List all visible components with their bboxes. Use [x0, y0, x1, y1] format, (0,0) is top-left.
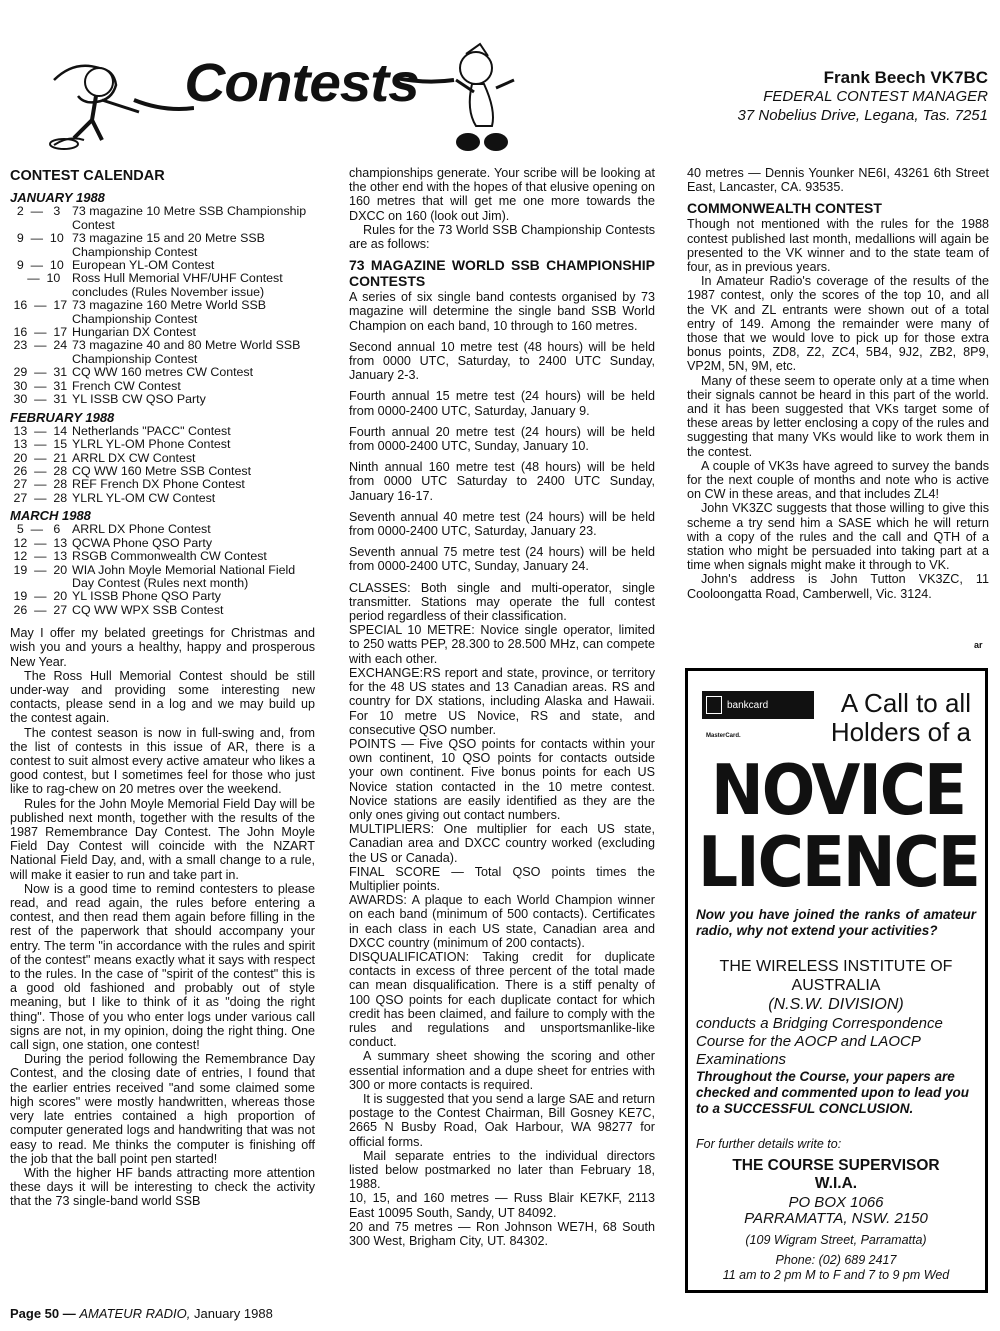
calendar-dates: 12 — 13 — [10, 535, 68, 550]
ad-street: (109 Wigram Street, Parramatta) — [745, 1233, 927, 1247]
column-1-body — [10, 626, 315, 1208]
rule-entry: POINTS — Five QSO points for contacts within your own continent, 10 QSO points for contacts outside your own continent. Five bonus points for each US Novice station contacted in the 10 metre contest. Novice stations are easily identified as they are the only ones giving out contact numbers. — [349, 736, 655, 822]
test-entry: Seventh annual 75 metre test (24 hours) will be held from 0000-2400 UTC, Sunday, January 24. — [349, 545, 655, 574]
calendar-dates: 5 — 6 — [10, 522, 61, 537]
column-3-body — [687, 217, 989, 600]
calendar-entry — [10, 232, 315, 259]
calendar-dates: 27 — 28 — [10, 490, 68, 505]
calendar-entry — [10, 492, 315, 505]
calendar-contest: YL ISSB Phone QSO Party — [72, 589, 221, 604]
paragraph: During the period following the Remembrance Day Contest, and the closing date of entries, I found that the earlier entries received "and some claimed some high scores" were mostly handwritten, whereas those very late entries contained a high proportion of computer generated logs and handwriting that was not easy to read. Me thinks the computer is finishing off the job that the ball point pen started! — [10, 1052, 315, 1166]
end-mark: ar — [974, 640, 983, 650]
paragraph: Mail separate entries to the individual directors listed below postmarked no later than February 18, 1988. — [349, 1148, 655, 1192]
subsection-heading: COMMONWEALTH CONTEST — [687, 200, 882, 217]
paragraph: 40 metres — Dennis Younker NE6I, 43261 6th Street East, Lancaster, CA. 93535. — [687, 166, 989, 195]
contest-rules — [349, 581, 655, 1050]
contest-calendar — [10, 191, 315, 617]
paragraph: With the higher HF bands attracting more attention these days it will be interesting to check the activity that the 73 single-band world SSB — [10, 1165, 315, 1209]
rule-entry: SPECIAL 10 METRE: Novice single operator, limited to 250 watts PEP, 28.300 to 28.500 MHz, can compete with each other. — [349, 623, 655, 666]
calendar-contest: YL ISSB CW QSO Party — [72, 392, 206, 407]
calendar-dates: 12 — 13 — [10, 549, 68, 564]
calendar-dates: 23 — 24 — [10, 338, 68, 353]
calendar-entry — [10, 537, 315, 550]
calendar-dates: 20 — 21 — [10, 450, 68, 465]
calendar-contest: CQ WW 160 Metre SSB Contest — [72, 463, 252, 478]
rule-entry: EXCHANGE:RS report and state, province, or territory for the 48 US states and 13 Canadian areas. RS and country for DX stations, including Alaska and Hawaii. For 10 metre US Novice, RS and state, and consecutive QSO number. — [349, 665, 655, 737]
ad-city: PARRAMATTA, NSW. 2150 — [744, 1210, 928, 1227]
contest-manager-info — [738, 68, 988, 125]
paragraph: A series of six single band contests organised by 73 magazine will determine the single band SSB World Champion on each band, 10 through to 160 metres. — [349, 290, 655, 333]
calendar-contest: ARRL DX CW Contest — [72, 450, 196, 465]
calendar-dates: 16 — 17 — [10, 298, 68, 313]
calendar-entry — [10, 590, 315, 603]
calendar-contest: WIA John Moyle Memorial National Field Day Contest (Rules next month) — [72, 562, 296, 590]
manager-role: FEDERAL CONTEST MANAGER — [763, 88, 988, 105]
tug-of-war-figure-right-icon — [396, 40, 526, 160]
footer-date: January 1988 — [194, 1306, 273, 1321]
paragraph: Many of these seem to operate only at a time when their signals cannot be heard in this part of the world. and it has been suggested that VKs target some of these areas by letter enclosing a copy of the rules and suggesting that many VKs would like to work them in the contest. — [687, 373, 989, 459]
ad-contact — [696, 1253, 976, 1283]
calendar-contest: 73 magazine 15 and 20 Metre SSB Championship Contest — [72, 231, 265, 259]
calendar-contest: YLRL YL-OM CW Contest — [72, 490, 216, 505]
entry-instructions — [349, 1049, 655, 1191]
calendar-month: MARCH 1988 — [10, 508, 91, 524]
rule-entry: AWARDS: A plaque to each World Champion winner on each band (minimum of 500 contacts). Certificates in each class in each US state, Canadian area and DXCC country (minimum of 200 contacts). — [349, 893, 655, 950]
calendar-entry — [10, 452, 315, 465]
footer-page: Page 50 — — [10, 1306, 76, 1321]
calendar-dates: 13 — 14 — [10, 423, 68, 438]
calendar-contest: ARRL DX Phone Contest — [72, 522, 211, 537]
calendar-entry — [10, 339, 315, 366]
calendar-contest: 73 magazine 160 Metre World SSB Championship Contest — [72, 298, 266, 326]
section-title: Contests — [184, 53, 419, 113]
novice-licence-ad — [685, 668, 988, 1293]
paragraph: Rules for the John Moyle Memorial Field Day will be published next month, together with the results of the 1987 Remembrance Day Contest. The John Moyle Field Day Contest will coincide with the NZART National Field Day, and, with a small change to a rule, will make it easier to run and take part in. — [10, 796, 315, 882]
ad-org-line1: THE WIRELESS INSTITUTE OF — [719, 958, 953, 975]
calendar-entry — [10, 604, 315, 617]
test-entry: Seventh annual 40 metre test (24 hours) will be held from 0000-2400 UTC, Saturday, January 23. — [349, 509, 655, 539]
ad-org-division: (N.S.W. DIVISION) — [768, 996, 904, 1013]
calendar-entry — [10, 272, 315, 299]
paragraph: It is suggested that you send a large SAE and return postage to the Contest Chairman, Bill Gosney KE7C, 2665 N Busby Road, Oak Harbour, WA 98277 for official forms. — [349, 1091, 655, 1149]
paragraph: The contest season is now in full-swing and, from the list of contests in this issue of AR, there is a contest to suit almost every active amateur who likes a good contest, but I sometimes feel for those who just like to rag-chew on 20 metres over the weekend. — [10, 725, 315, 797]
tug-of-war-figure-left-icon — [44, 40, 194, 150]
director-addresses — [349, 1191, 655, 1248]
calendar-contest: European YL-OM Contest — [72, 258, 215, 273]
ad-call-line2: Holders of a — [830, 717, 971, 747]
calendar-entry — [10, 259, 315, 272]
calendar-contest: Ross Hull Memorial VHF/UHF Contest concludes (Rules November issue) — [72, 271, 283, 299]
ad-supervisor-line2: W.I.A. — [814, 1175, 858, 1192]
calendar-dates: 30 — 31 — [10, 378, 68, 393]
calendar-list — [10, 523, 315, 617]
rule-entry: MULTIPLIERS: One multiplier for each US state, Canadian area and DXCC country worked (excluding the US or Canada). — [349, 822, 655, 865]
calendar-dates: 19 — 20 — [10, 589, 68, 604]
ad-novice-title: NOVICE — [710, 750, 966, 831]
calendar-entry — [10, 205, 315, 232]
calendar-dates: 26 — 27 — [10, 602, 68, 617]
footer-publication: AMATEUR RADIO, — [79, 1306, 191, 1321]
calendar-entry — [10, 564, 315, 591]
ad-box: PO BOX 1066 — [788, 1194, 884, 1211]
calendar-entry — [10, 465, 315, 478]
test-schedule — [349, 340, 655, 574]
calendar-contest: French CW Contest — [72, 378, 181, 393]
rule-entry: FINAL SCORE — Total QSO points times the Multiplier points. — [349, 864, 655, 893]
calendar-entry — [10, 326, 315, 339]
ad-further: For further details write to: — [696, 1137, 842, 1151]
test-entry: Second annual 10 metre test (48 hours) will be held from 0000 UTC, Saturday, to 2400 UTC Sunday, January 2-3. — [349, 339, 655, 383]
column-2 — [349, 166, 655, 1248]
calendar-entry — [10, 425, 315, 438]
calendar-entry — [10, 299, 315, 326]
ad-phone: Phone: (02) 689 2417 — [775, 1253, 897, 1267]
ad-organisation — [696, 957, 976, 1014]
paragraph: A couple of VK3s have agreed to survey the bands for the next couple of months and note who is active on CW in these areas, and that includes ZL4! — [687, 458, 989, 502]
column-3 — [687, 166, 989, 601]
calendar-contest: RSGB Commonwealth CW Contest — [72, 549, 267, 564]
calendar-contest: QCWA Phone QSO Party — [72, 535, 213, 550]
calendar-contest: 73 magazine 10 Metre SSB Championship Contest — [72, 204, 307, 232]
test-entry: Fourth annual 15 metre test (24 hours) will be held from 0000-2400 UTC, Saturday, January 9. — [349, 389, 655, 418]
calendar-entry — [10, 438, 315, 451]
calendar-month: FEBRUARY 1988 — [10, 409, 115, 425]
mastercard-label: MasterCard. — [706, 733, 741, 739]
manager-address: 37 Nobelius Drive, Legana, Tas. 7251 — [737, 107, 988, 124]
calendar-dates: 27 — 28 — [10, 477, 68, 492]
manager-name: Frank Beech VK7BC — [823, 68, 988, 87]
calendar-dates: 13 — 15 — [10, 437, 68, 452]
subsection-heading: 73 MAGAZINE WORLD SSB CHAMPIONSHIP CONTESTS — [349, 257, 655, 290]
calendar-entry — [10, 523, 315, 536]
ad-call-heading — [831, 689, 971, 747]
ad-org-line2: AUSTRALIA — [791, 977, 881, 994]
ad-supervisor — [696, 1157, 976, 1193]
page-header — [0, 0, 1000, 160]
paragraph: A summary sheet showing the scoring and other essential information and a dupe sheet for entries with 300 or more contacts is required. — [349, 1049, 655, 1092]
calendar-entry — [10, 380, 315, 393]
ad-postal-address — [696, 1195, 976, 1227]
calendar-heading: CONTEST CALENDAR — [10, 168, 165, 184]
calendar-contest: 73 magazine 40 and 80 Metre World SSB Championship Contest — [72, 338, 301, 366]
director-entry: 20 and 75 metres — Ron Johnson WE7H, 68 South 300 West, Brigham City, UT. 84302. — [349, 1219, 655, 1249]
director-entry: 10, 15, and 160 metres — Russ Blair KE7KF, 2113 East 10095 South, Sandy, UT 84092. — [349, 1191, 655, 1220]
calendar-dates: 29 — 31 — [10, 365, 68, 380]
calendar-dates: 9 — 10 — [10, 258, 64, 273]
calendar-contest: CQ WW 160 metres CW Contest — [72, 365, 254, 380]
calendar-list — [10, 205, 315, 406]
calendar-entry — [10, 478, 315, 491]
calendar-entry — [10, 366, 315, 379]
rule-entry: DISQUALIFICATION: Taking credit for duplicate contacts in excess of three percent of the total made can mean disqualification. There is a stiff penalty of 100 QSO points for each duplicate contact for which credit has been claimed, and failure to comply with the rules and regulations and unsportsmanlike-like conduct. — [349, 949, 655, 1050]
calendar-dates: 30 — 31 — [10, 392, 68, 407]
ad-supervisor-line1: THE COURSE SUPERVISOR — [732, 1157, 940, 1174]
calendar-dates: — 10 — [10, 271, 61, 286]
calendar-dates: 26 — 28 — [10, 463, 68, 478]
paragraph: In Amateur Radio's coverage of the results of the 1987 contest, only the scores of the top 10, and all the VK and ZL entrants were shown out of a total entry of 149. Among the remainder were many of those that we would love to pick up for those extra bonus points, ZD8, Z2, ZC4, 5B4, 9J2, ZB2, 8P9, VP2M, 5N, 9M, etc. — [687, 274, 989, 374]
calendar-contest: Netherlands "PACC" Contest — [72, 423, 231, 438]
calendar-dates: 9 — 10 — [10, 231, 64, 246]
ad-hours: 11 am to 2 pm M to F and 7 to 9 pm Wed — [722, 1268, 950, 1282]
paragraph: Now is a good time to remind contesters to please read, and read again, the rules before entering a contest, and then read them again before filling in the rest of the paperwork that should accompany your entry. The term "in accordance with the rules and spirit of the contest" means exactly what it says with respect to the rules. In the case of "spirit of the contest" this is a good old fashioned and probably out of style meaning, but I like to think of it as "doing the right thing". Those of you who enter logs under various call signs are not, in my opinion, doing the right thing. One call sign, one station, one contest! — [10, 881, 315, 1053]
column-1 — [10, 166, 315, 1209]
calendar-month: JANUARY 1988 — [10, 190, 105, 206]
paragraph: championships generate. Your scribe will be looking at the other end with the hopes of that elusive opening on 160 metres that will get me one more towards the DXCC on 160 (look out Jim). — [349, 166, 655, 223]
calendar-dates: 16 — 17 — [10, 325, 68, 340]
calendar-dates: 2 — 3 — [10, 204, 61, 219]
ad-course: conducts a Bridging Correspondence Course for the AOCP and LAOCP Examinations — [696, 1015, 943, 1068]
calendar-contest: Hungarian DX Contest — [72, 325, 196, 340]
calendar-dates: 19 — 20 — [10, 562, 68, 577]
paragraph: May I offer my belated greetings for Christmas and wish you and yours a healthy, happy and prosperous New Year. — [10, 626, 315, 669]
paragraph: Rules for the 73 World SSB Championship Contests are as follows: — [349, 222, 655, 252]
calendar-entry — [10, 393, 315, 406]
test-entry: Fourth annual 20 metre test (24 hours) will be held from 0000-2400 UTC, Sunday, January 10. — [349, 424, 655, 454]
calendar-entry — [10, 550, 315, 563]
bankcard-icon — [706, 696, 722, 714]
calendar-list — [10, 425, 315, 505]
ad-licence-title: LICENCE — [698, 822, 979, 903]
ad-pitch: Now you have joined the ranks of amateur radio, why not extend your activities? — [696, 907, 976, 938]
paragraph: Though not mentioned with the rules for the 1988 contest published last month, medallions will again be presented to the VK winner and to the state team of four, as in previous years. — [687, 217, 989, 275]
bankcard-label: bankcard — [727, 699, 769, 711]
bankcard-logo — [702, 691, 814, 719]
test-entry: Ninth annual 160 metre test (48 hours) will be held from 0000 UTC Saturday to 2400 UTC Sunday, January 16-17. — [349, 460, 655, 503]
paragraph: John's address is John Tutton VK3ZC, 11 Cooloongatta Road, Camberwell, Vic. 3124. — [687, 572, 989, 601]
calendar-contest: CQ WW WPX SSB Contest — [72, 602, 224, 617]
rule-entry: CLASSES: Both single and multi-operator, single transmitter. Stations may operate the full contest period regardless of their classification. — [349, 580, 655, 624]
ad-call-line1: A Call to all — [840, 688, 971, 718]
page-footer — [10, 1306, 273, 1321]
paragraph: The Ross Hull Memorial Contest should be still under-way and providing some interesting new contacts, please send in a log and we may build up the contest again. — [10, 668, 315, 726]
paragraph: John VK3ZC suggests that those willing to give this scheme a try send him a SASE which he will return with a copy of the rules and the call and QTH of a station who might be persuaded into taking part at a time when signals might make it through to VK. — [687, 501, 989, 573]
ad-checked: Throughout the Course, your papers are checked and commented upon to lead you to a SUCCESSFUL CONCLUSION. — [696, 1069, 970, 1116]
calendar-contest: REF French DX Phone Contest — [72, 477, 245, 492]
calendar-contest: YLRL YL-OM Phone Contest — [72, 437, 231, 452]
